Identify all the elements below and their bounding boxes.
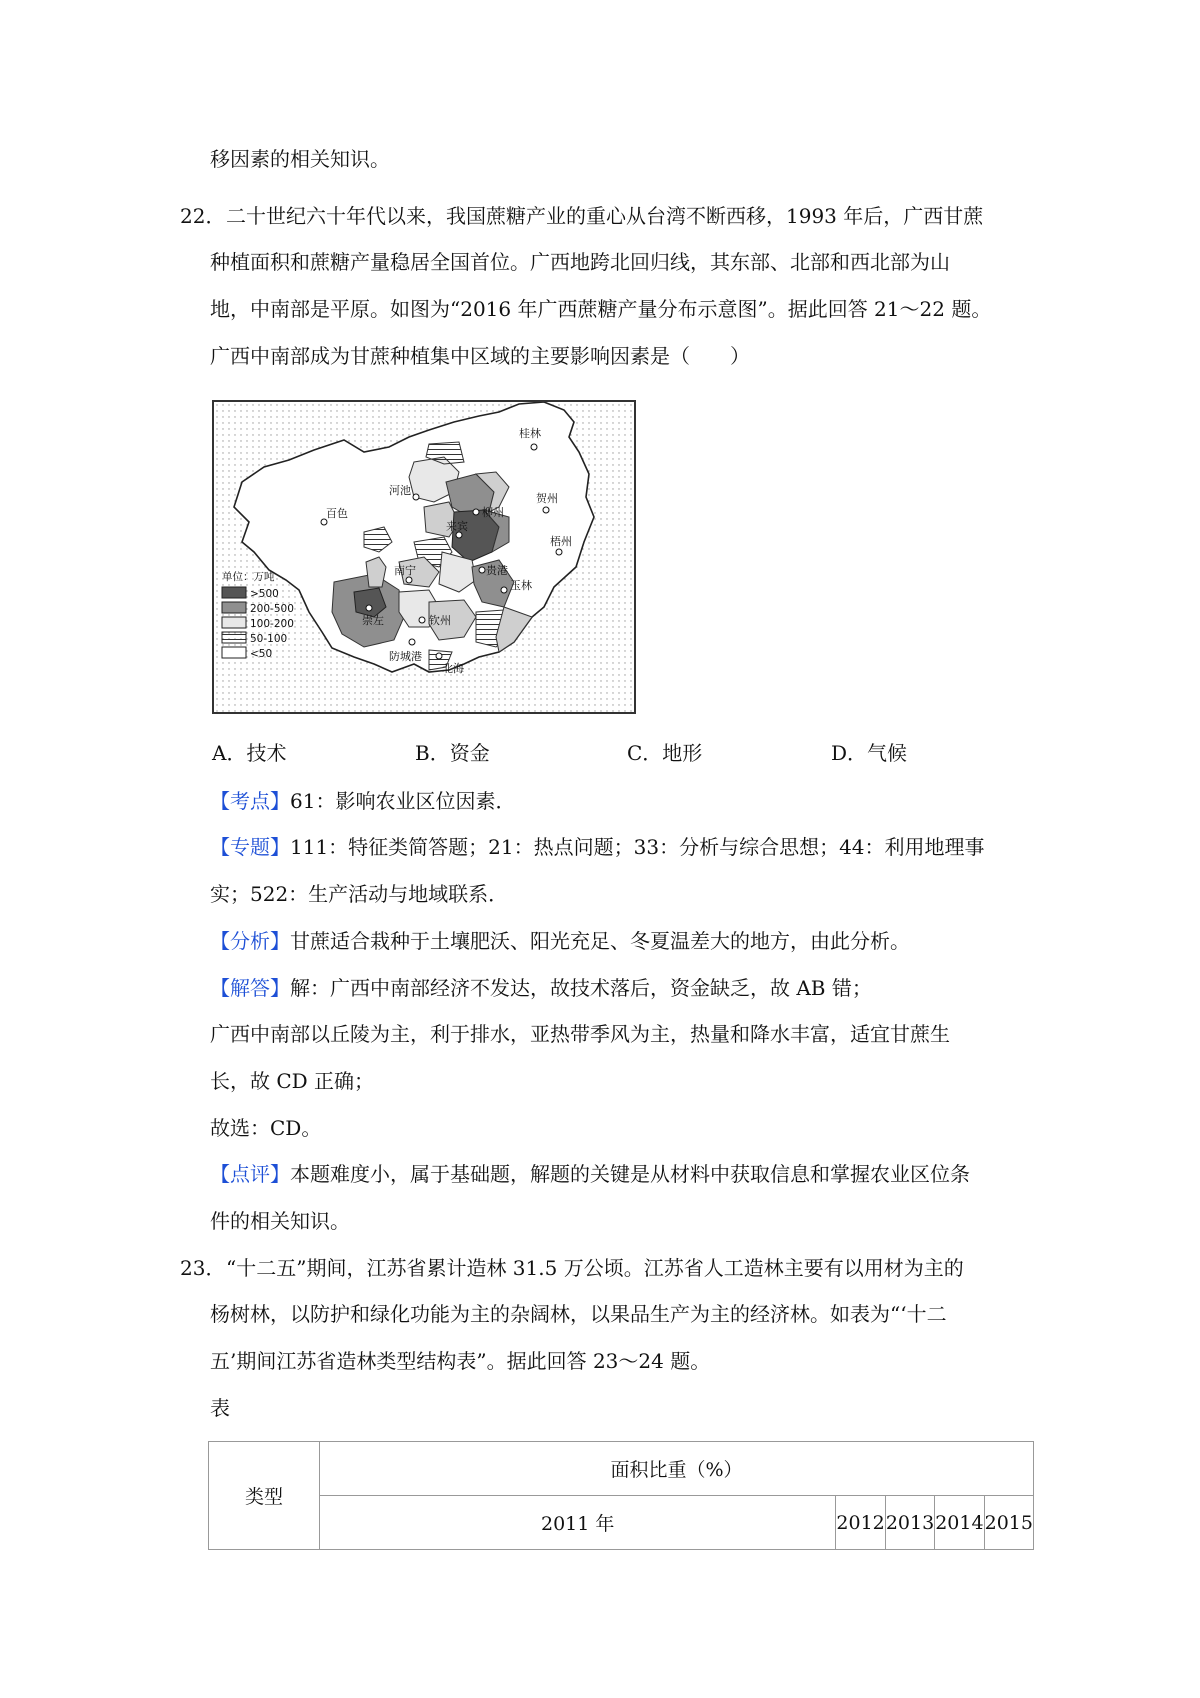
afforestation-type-table xyxy=(208,1441,1034,1550)
previous-answer-tail: 移因素的相关知识。 xyxy=(210,147,390,171)
fenxi-tag: 【分析】 xyxy=(210,929,290,953)
jieda-line-1 xyxy=(210,975,872,1001)
zhuanti-line-2: 实；522：生产活动与地域联系． xyxy=(210,882,509,906)
dianping-text-1: 本题难度小，属于基础题，解题的关键是从材料中获取信息和掌握农业区位条 xyxy=(290,1162,970,1186)
city-liuzhou: 柳州 xyxy=(482,506,504,519)
dianping-line-1 xyxy=(210,1161,970,1187)
map-svg xyxy=(214,402,634,712)
table-label: 表 xyxy=(210,1396,230,1420)
question-23-stem-line-3: 五’期间江苏省造林类型结构表”。据此回答 23～24 题。 xyxy=(210,1349,711,1373)
kaodian-line xyxy=(210,788,515,814)
table-year-2014: 2014 xyxy=(935,1496,984,1550)
option-a: A．技术 xyxy=(212,741,287,765)
dianping-line-2: 件的相关知识。 xyxy=(210,1209,350,1233)
city-yulin: 玉林 xyxy=(510,579,532,592)
table-year-2013: 2013 xyxy=(885,1496,934,1550)
jieda-line-2: 广西中南部以丘陵为主，利于排水，亚热带季风为主，热量和降水丰富，适宜甘蔗生 xyxy=(210,1022,950,1046)
table-year-2011: 2011 年 xyxy=(320,1496,836,1550)
option-d: D．气候 xyxy=(831,741,908,765)
table-header-area: 面积比重（%） xyxy=(320,1442,1034,1496)
city-chongzuo: 崇左 xyxy=(362,614,384,627)
legend-200-500: 200-500 xyxy=(250,603,294,615)
jieda-tag: 【解答】 xyxy=(210,976,290,1000)
table-header-type: 类型 xyxy=(209,1442,320,1550)
fenxi-line xyxy=(210,928,910,954)
city-fangchenggang: 防城港 xyxy=(389,650,422,663)
city-hechi: 河池 xyxy=(389,484,411,497)
zhuanti-line-1 xyxy=(210,834,985,860)
fenxi-text: 甘蔗适合栽种于土壤肥沃、阳光充足、冬夏温差大的地方，由此分析。 xyxy=(290,929,910,953)
jieda-line-4: 故选：CD。 xyxy=(210,1116,322,1140)
table-year-2012: 2012 xyxy=(836,1496,885,1550)
zhuanti-text-1: 111：特征类简答题；21：热点问题；33：分析与综合思想；44：利用地理事 xyxy=(290,835,985,859)
legend-title: 单位：万吨 xyxy=(222,571,275,583)
legend-100-200: 100-200 xyxy=(250,618,294,630)
city-guilin: 桂林 xyxy=(519,427,541,440)
guangxi-sugar-production-map xyxy=(212,400,636,714)
question-22-stem-line-4: 广西中南部成为甘蔗种植集中区域的主要影响因素是（ ） xyxy=(210,344,750,368)
legend-lt50: <50 xyxy=(250,648,273,660)
city-hezhou: 贺州 xyxy=(536,492,558,505)
city-beihai: 北海 xyxy=(442,662,464,675)
question-23-stem-line-1: “十二五”期间，江苏省累计造林 31.5 万公顷。江苏省人工造林主要有以用材为主的 xyxy=(226,1256,964,1280)
city-laibin: 来宾 xyxy=(446,520,468,533)
city-guigang: 贵港 xyxy=(486,564,508,577)
question-23-stem-line-2: 杨树林，以防护和绿化功能为主的杂阔林，以果品生产为主的经济林。如表为“‘十二 xyxy=(210,1302,947,1326)
legend-50-100: 50-100 xyxy=(250,633,288,645)
option-b: B．资金 xyxy=(415,741,490,765)
city-wuzhou: 梧州 xyxy=(550,535,572,548)
table-year-2015: 2015 xyxy=(984,1496,1033,1550)
option-c: C．地形 xyxy=(627,741,703,765)
city-nanning: 南宁 xyxy=(394,564,416,577)
jieda-text-1: 解：广西中南部经济不发达，故技术落后，资金缺乏，故 AB 错； xyxy=(290,976,872,1000)
kaodian-text: 61：影响农业区位因素． xyxy=(290,789,516,813)
dianping-tag: 【点评】 xyxy=(210,1162,290,1186)
city-baise: 百色 xyxy=(326,507,348,520)
legend-gt500: >500 xyxy=(250,588,279,600)
question-22-stem-line-1: 二十世纪六十年代以来，我国蔗糖产业的重心从台湾不断西移，1993 年后，广西甘蔗 xyxy=(226,204,984,228)
question-23-number: 23． xyxy=(180,1256,226,1280)
question-22-stem-line-3: 地，中南部是平原。如图为“2016 年广西蔗糖产量分布示意图”。据此回答 21～22 题。 xyxy=(210,297,992,321)
city-qinzhou: 钦州 xyxy=(429,614,451,627)
kaodian-tag: 【考点】 xyxy=(210,789,290,813)
question-22-number: 22． xyxy=(180,204,226,228)
jieda-line-3: 长，故 CD 正确； xyxy=(210,1069,375,1093)
question-22-stem-line-2: 种植面积和蔗糖产量稳居全国首位。广西地跨北回归线，其东部、北部和西北部为山 xyxy=(210,250,950,274)
zhuanti-tag: 【专题】 xyxy=(210,835,290,859)
